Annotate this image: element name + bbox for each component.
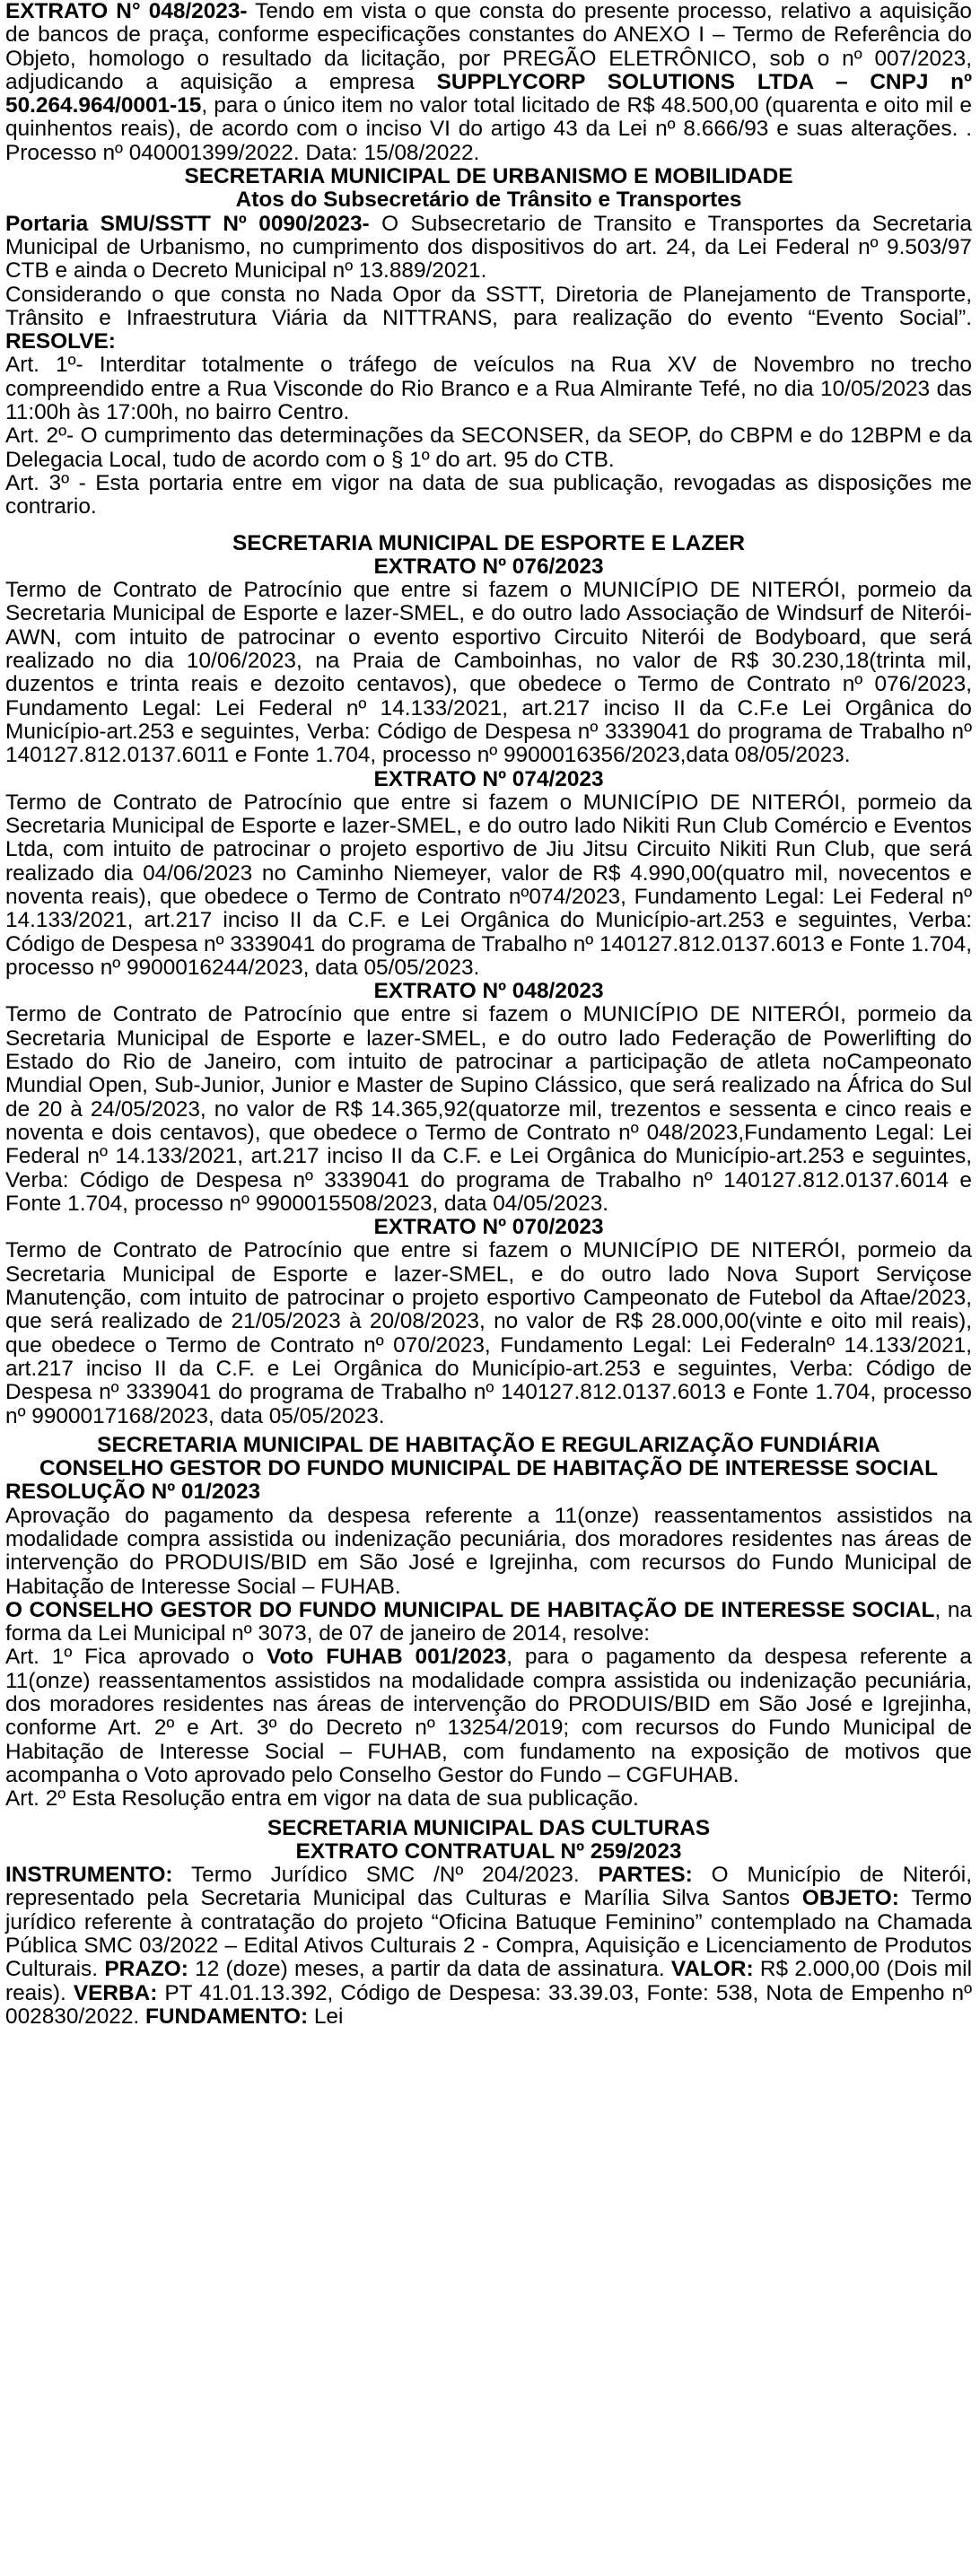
bold-text-run: SUPPLYCORP SOLUTIONS LTDA – CNPJ nº 50.264.964/0001-15	[5, 69, 972, 118]
bold-text-run: O CONSELHO GESTOR DO FUNDO MUNICIPAL DE HABITAÇÃO DE INTERESSE SOCIAL	[5, 1597, 935, 1622]
paragraph	[5, 424, 972, 472]
text-run: Termo Jurídico SMC /Nº 204/2023.	[172, 1863, 599, 1888]
text-run: Lei	[308, 2004, 344, 2029]
text-run: R$ 2.000,00 (Dois mil reais).	[5, 1957, 972, 2005]
text-run: O Subsecretario de Transito e Transportes da Secretaria Municipal de Urbanismo, no cumprimento dos dispositivos do art. 24, da Lei Federal nº 9.503/97 CTB e ainda o Decreto Municipal nº 13.889/2021.	[5, 211, 972, 284]
text-run: Art. 1º- Interditar totalmente o tráfego de veículos na Rua XV de Novembro no trecho compreendido entre a Rua Visconde do Rio Branco e a Rua Almirante Tefé, no dia 10/05/2023 das 11:00h às 17:00h, no bairro Centro.	[5, 353, 972, 425]
text-run: Considerando o que consta no Nada Opor da SSTT, Diretoria de Planejamento de Transporte, Trânsito e Infraestrutura Viária da NITTRANS, para realização do evento “Evento Social”.	[5, 282, 972, 330]
heading-secretaria-municipal-de-esporte-e-lazer: SECRETARIA MUNICIPAL DE ESPORTE E LAZER	[232, 530, 745, 555]
text-run: , para o pagamento da despesa referente a 11(onze) reassentamentos assistidos na modalidade compra assistida ou indenização pecuniária, dos moradores residentes nas áreas de intervenção do PRODUIS/BID em São José e Igrejinha, conforme Art. 2º e Art. 3º do Decreto nº 13254/2019; com recursos do Fundo Municipal de Habitação de Interesse Social – FUHAB, com fundamento na exposição de motivos que acompanha o Voto aprovado pelo Conselho Gestor do Fundo – CGFUHAB.	[5, 1645, 972, 1787]
paragraph	[5, 1003, 972, 1216]
bold-text-run: INSTRUMENTO:	[5, 1863, 173, 1888]
heading-extrato-n-076-2023: EXTRATO Nº 076/2023	[373, 554, 604, 579]
paragraph	[5, 1480, 972, 1504]
bold-text-run: FUNDAMENTO:	[144, 2004, 309, 2029]
text-run: Art. 2º- O cumprimento das determinações da SECONSER, da SEOP, do CBPM e do 12BPM e da Delegacia Local, tudo de acordo com o § 1º do art. 95 do CTB.	[5, 424, 972, 472]
spacer	[5, 520, 972, 532]
text-run: O Município de Niterói, representado pela Secretaria Municipal das Culturas e Marília Silva Santos	[5, 1863, 972, 1911]
paragraph	[5, 0, 972, 165]
text-run: , na forma da Lei Municipal nº 3073, de 07 de janeiro de 2014, resolve:	[5, 1597, 972, 1646]
paragraph	[5, 1787, 972, 1811]
text-run: Art. 3º - Esta portaria entre em vigor na data de sua publicação, revogadas as disposições me contrario.	[5, 470, 972, 520]
text-run: Tendo em vista o que consta do presente processo, relativo a aquisição de bancos de praça, conforme especificações constantes do ANEXO I – Termo de Referência do Objeto, homologo o resultado da licitação, por PREGÃO ELETRÔNICO, sob o nº 007/2023, adjudicando a aquisição a empresa	[5, 0, 972, 94]
text-run: Termo de Contrato de Patrocínio que entre si fazem o MUNICÍPIO DE NITERÓI, pormeio da Secretaria Municipal de Esporte e lazer-SMEL, e do outro lado Federação de Powerlifting do Estado do Rio de Janeiro, com intuito de patrocinar a participação de atleta noCampeonato Mundial Open, Sub-Junior, Junior e Master de Supino Clássico, que será realizado na África do Sul de 20 à 24/05/2023, no valor de R$ 14.365,92(quatorze mil, trezentos e sessenta e cinco reais e noventa e dois centavos), que obedece o Termo de Contrato nº 048/2023,Fundamento Legal: Lei Federal nº 14.133/2021, art.217 inciso II da C.F. e Lei Orgânica do Município-art.253 e seguintes, Verba: Código de Despesa nº 3339041 do programa de Trabalho nº 140127.812.0137.6014 e Fonte 1.704, processo nº 9900015508/2023, data 04/05/2023.	[5, 1002, 972, 1216]
paragraph	[5, 1646, 972, 1787]
paragraph	[5, 284, 972, 354]
text-run: Termo jurídico referente à contratação do projeto “Oficina Batuque Feminino” contemplado na Chamada Pública SMC 03/2022 – Edital Ativos Culturais 2 - Compra, Aquisição e Licenciamento de Produtos Culturais.	[5, 1886, 972, 1982]
text-run: Art. 2º Esta Resolução entra em vigor na data de sua publicação.	[5, 1786, 639, 1812]
paragraph	[5, 1505, 972, 1599]
text-run: Termo de Contrato de Patrocínio que entre si fazem o MUNICÍPIO DE NITERÓI, pormeio da Secretaria Municipal de Esporte e lazer-SMEL, e do outro lado Nikiti Run Club Comércio e Eventos Ltda, com intuito de patrocinar o projeto esportivo de Jiu Jitsu Circuito Nikiti Run Club, que será realizado dia 04/06/2023 no Caminho Niemeyer, valor de R$ 4.990,00(quatro mil, novecentos e noventa reais), que obedece o Termo de Contrato nº074/2023, Fundamento Legal: Lei Federal nº 14.133/2021, art.217 inciso II da C.F. e Lei Orgânica do Município-art.253 e seguintes, Verba: Código de Despesa nº 3339041 do programa de Trabalho nº 140127.812.0137.6013 e Fonte 1.704, processo nº 9900016244/2023, data 05/05/2023.	[5, 790, 972, 980]
paragraph	[5, 1864, 972, 2029]
paragraph	[5, 1599, 972, 1646]
paragraph	[5, 791, 972, 980]
text-run: Termo de Contrato de Patrocínio que entre si fazem o MUNICÍPIO DE NITERÓI, pormeio da Secretaria Municipal de Esporte e lazer-SMEL, e do outro lado Associação de Windsurf de Niterói-AWN, com intuito de patrocinar o evento esportivo Circuito Niterói de Bodyboard, que será realizado no dia 10/06/2023, na Praia de Camboinhas, no valor de R$ 30.230,18(trinta mil, duzentos e trinta reais e dezoito centavos), que obedece o Termo de Contrato nº 076/2023, Fundamento Legal: Lei Federal nº 14.133/2021, art.217 inciso II da C.F.e Lei Orgânica do Município-art.253 e seguintes, Verba: Código de Despesa nº 3339041 do programa de Trabalho nº 140127.812.0137.6011 e Fonte 1.704, processo nº 9900016356/2023,data 08/05/2023.	[5, 578, 972, 768]
paragraph	[5, 354, 972, 424]
text-run: Art. 1º Fica aprovado o	[5, 1645, 267, 1670]
heading-secretaria-municipal-de-habitacao-e-regularizaca: SECRETARIA MUNICIPAL DE HABITAÇÃO E REGULARIZAÇÃO FUNDIÁRIA	[97, 1432, 880, 1457]
text-run: Aprovação do pagamento da despesa referente a 11(onze) reassentamentos assistidos na modalidade compra assistida ou indenização pecuniária, dos moradores residentes nas áreas de intervenção do PRODUIS/BID em São José e Igrejinha, com recursos do Fundo Municipal de Habitação de Interesse Social – FUHAB.	[5, 1503, 972, 1599]
heading-extrato-n-070-2023: EXTRATO Nº 070/2023	[373, 1215, 604, 1240]
bold-text-run: PRAZO:	[104, 1957, 188, 1982]
bold-text-run: Portaria SMU/SSTT Nº 0090/2023-	[5, 211, 370, 236]
text-run: PT 41.01.13.392, Código de Despesa: 33.39.03, Fonte: 538, Nota de Empenho nº 002830/2022.	[5, 1980, 972, 2029]
heading-extrato-n-074-2023: EXTRATO Nº 074/2023	[373, 766, 604, 791]
bold-text-run: OBJETO:	[801, 1886, 899, 1911]
paragraph	[5, 579, 972, 767]
heading-extrato-n-048-2023: EXTRATO Nº 048/2023	[373, 979, 604, 1004]
bold-text-run: VALOR:	[670, 1957, 754, 1982]
paragraph	[5, 213, 972, 284]
bold-text-run: EXTRATO N° 048/2023-	[5, 0, 248, 23]
bold-text-run: RESOLVE:	[5, 329, 116, 354]
bold-text-run: RESOLUÇÃO Nº 01/2023	[5, 1480, 261, 1505]
heading-extrato-contratual-n-259-2023: EXTRATO CONTRATUAL Nº 259/2023	[295, 1838, 682, 1864]
subheading-atos-do-subsecretario-de-transito-e-transportes: Atos do Subsecretário de Trânsito e Transportes	[235, 188, 742, 213]
heading-conselho-gestor-do-fundo-municipal-de-habitacao-: CONSELHO GESTOR DO FUNDO MUNICIPAL DE HABITAÇÃO DE INTERESSE SOCIAL	[39, 1456, 938, 1481]
heading-secretaria-municipal-das-culturas: SECRETARIA MUNICIPAL DAS CULTURAS	[267, 1815, 711, 1840]
text-run: 12 (doze) meses, a partir da data de assinatura.	[188, 1957, 671, 1982]
paragraph	[5, 1239, 972, 1428]
heading-secretaria-municipal-de-urbanismo-e-mobilidade: SECRETARIA MUNICIPAL DE URBANISMO E MOBILIDADE	[184, 164, 793, 189]
text-run: , para o único item no valor total licitado de R$ 48.500,00 (quarenta e oito mil e quinhentos reais), de acordo com o inciso VI do artigo 43 da Lei nº 8.666/93 e suas alterações. . Processo nº 040001399/2022. Data: 15/08/2022.	[5, 93, 972, 165]
bold-text-run: Voto FUHAB 001/2023	[267, 1645, 507, 1670]
bold-text-run: VERBA:	[73, 1980, 158, 2005]
text-run: Termo de Contrato de Patrocínio que entre si fazem o MUNICÍPIO DE NITERÓI, pormeio da Secretaria Municipal de Esporte e lazer-SMEL, e do outro lado Nova Suport Serviçose Manutenção, com intuito de patrocinar o projeto esportivo Campeonato de Futebol da Aftae/2023, que será realizado de 21/05/2023 à 20/08/2023, no valor de R$ 28.000,00(vinte e oito mil reais), que obedece o Termo de Contrato nº 070/2023, Fundamento Legal: Lei Federalnº 14.133/2021, art.217 inciso II da C.F. e Lei Orgânica do Município-art.253 e seguintes, Verba: Código de Despesa nº 3339041 do programa de Trabalho nº 140127.812.0137.6013 e Fonte 1.704, processo nº 9900017168/2023, data 05/05/2023.	[5, 1238, 972, 1428]
bold-text-run: PARTES:	[598, 1863, 693, 1888]
paragraph	[5, 472, 972, 520]
